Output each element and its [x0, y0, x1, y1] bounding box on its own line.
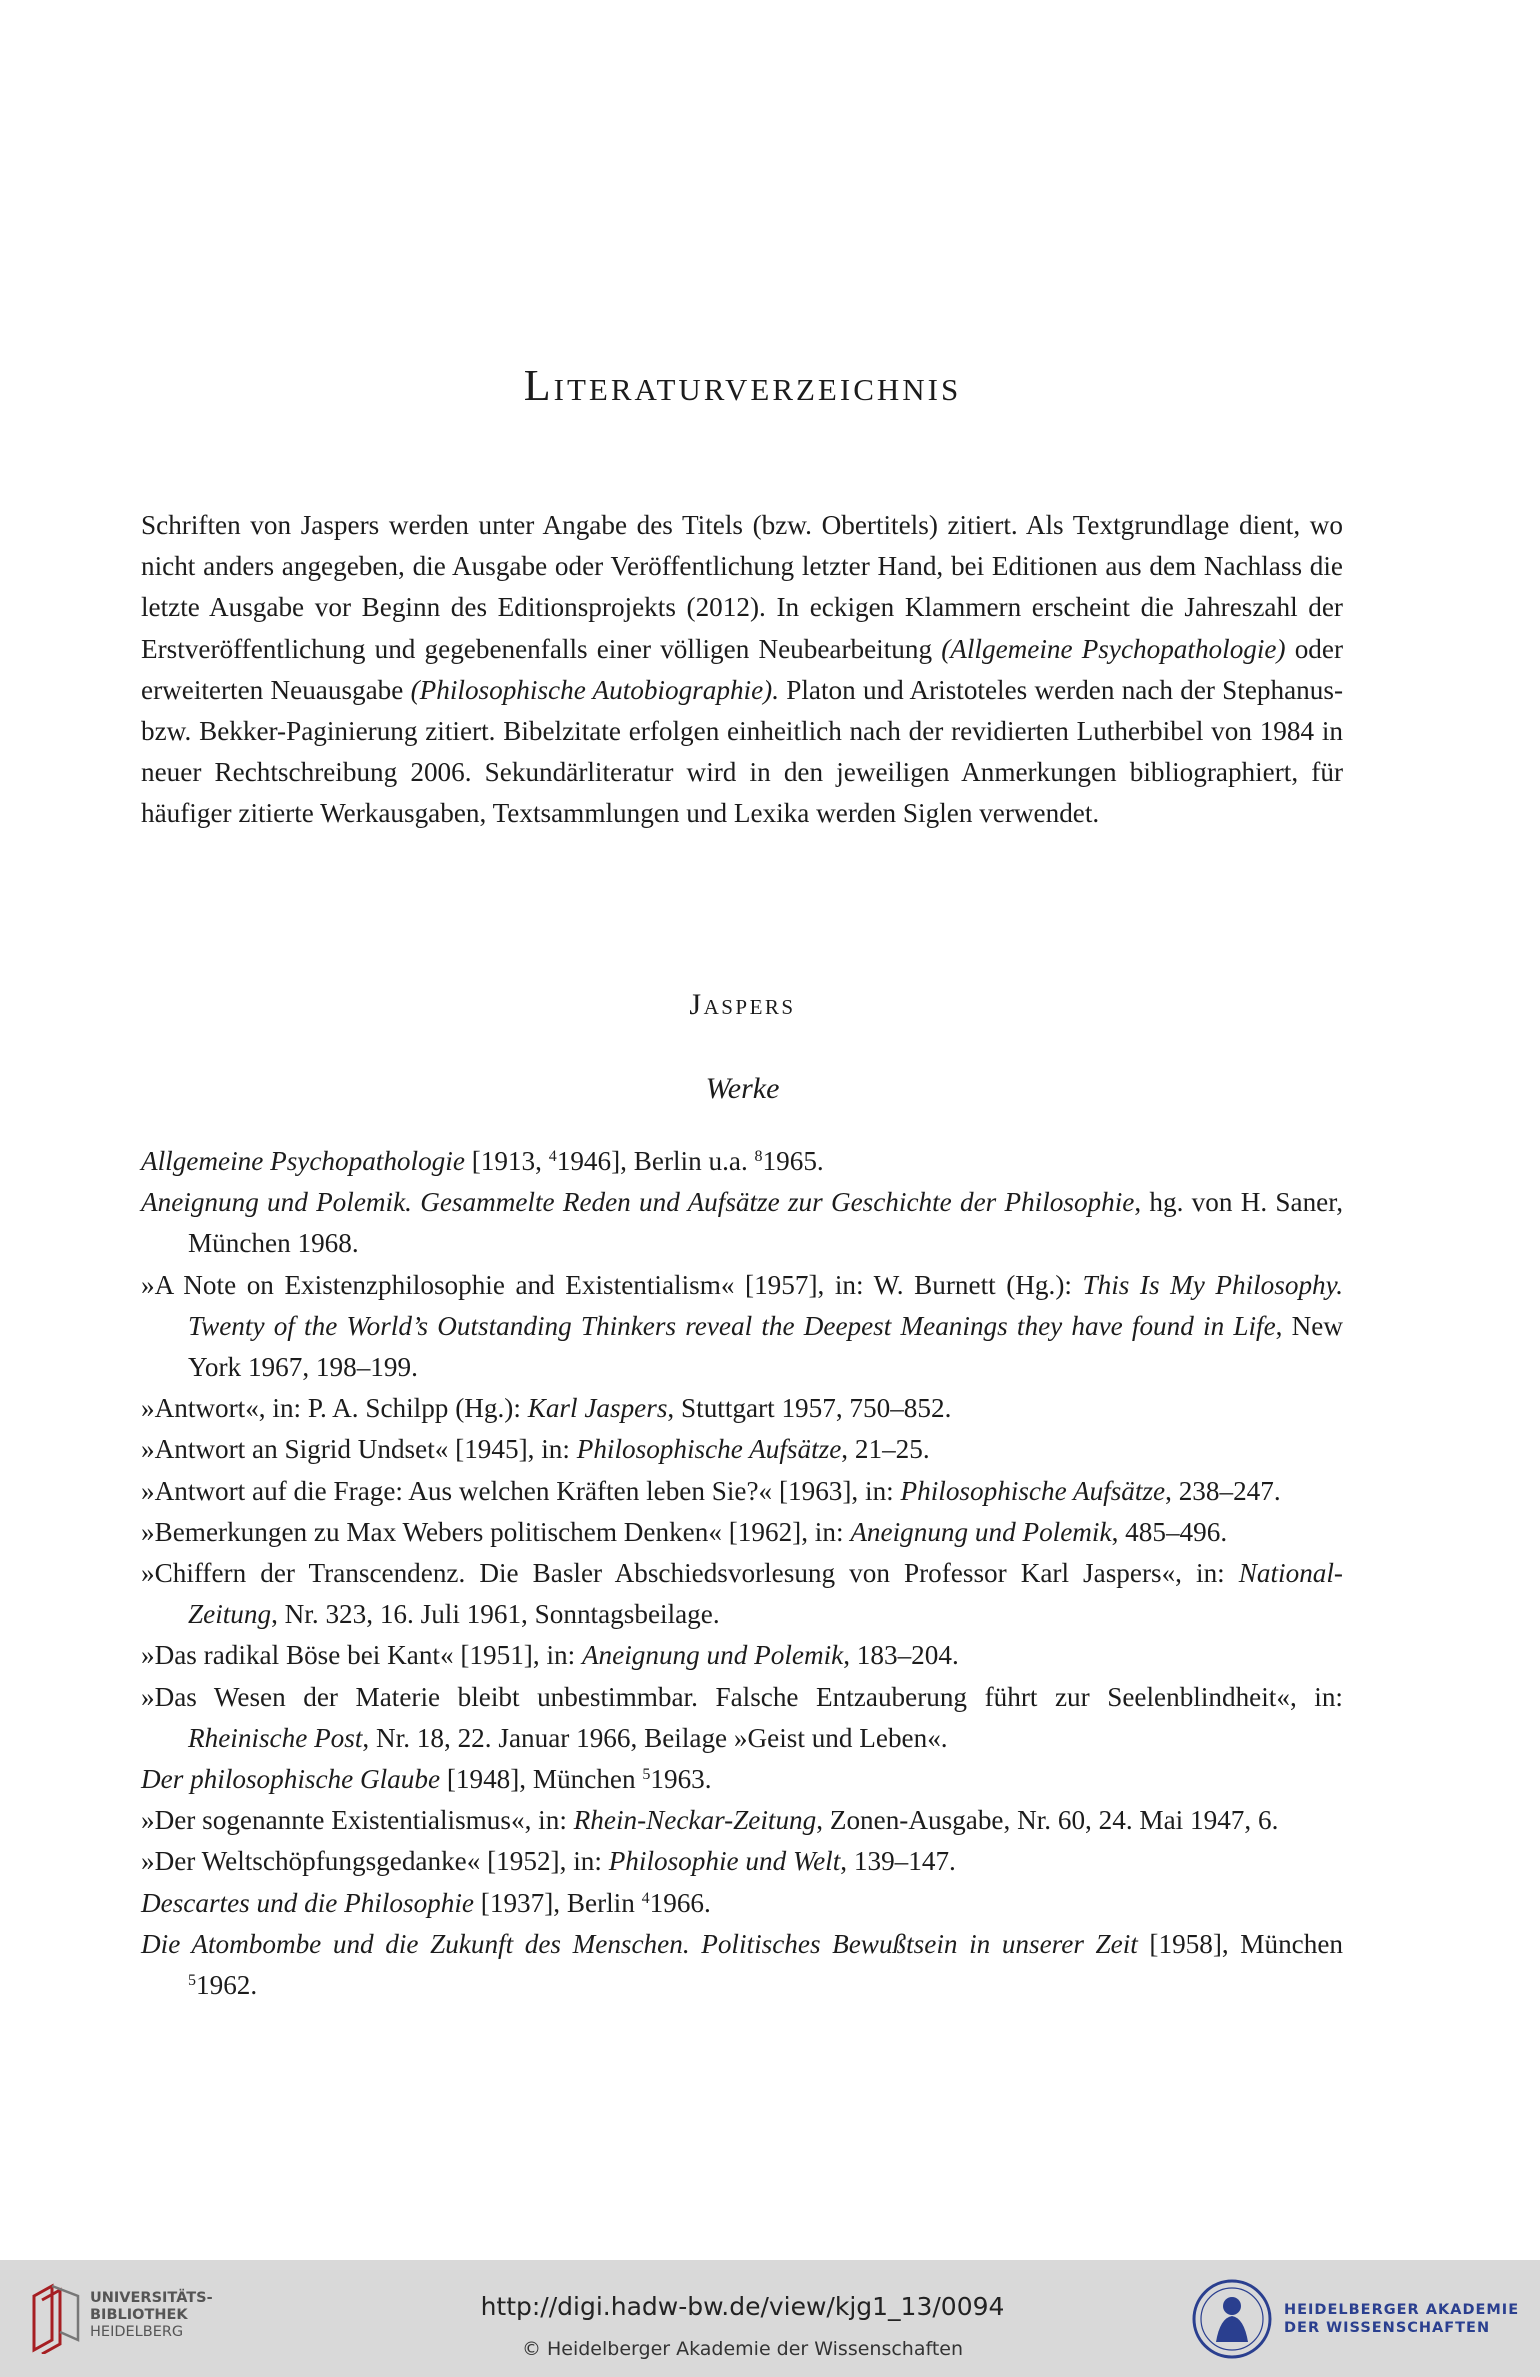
entry-text: »Der sogenannte Existentialismus«, in:: [141, 1805, 574, 1836]
edition-number: 4: [641, 1889, 650, 1907]
bibliography-entry: [141, 1429, 1343, 1470]
ub-logo-line: UNIVERSITÄTS-: [90, 2290, 213, 2306]
permalink-url[interactable]: http://digi.hadw-bw.de/view/kjg1_13/0094: [480, 2292, 1005, 2321]
entry-text: , Stuttgart 1957, 750–852.: [667, 1393, 952, 1424]
entry-text: , 139–147.: [840, 1846, 956, 1877]
ub-logo-line: BIBLIOTHEK: [90, 2307, 188, 2323]
bibliography-entry: [141, 1635, 1343, 1676]
bibliography-entry: [141, 1471, 1343, 1512]
entry-text: »A Note on Existenzphilosophie and Existentialism« [1957], in: W. Burnett (Hg.):: [141, 1269, 1083, 1300]
hadw-logo[interactable]: [1190, 2276, 1530, 2362]
entry-text: , hg. von H. Saner, München 1968.: [188, 1187, 1343, 1259]
bibliography-entry: [141, 1883, 1343, 1924]
entry-title: Descartes und die Philosophie: [141, 1887, 474, 1918]
page-title: Literaturverzeichnis: [523, 361, 962, 410]
bibliography-entry: [141, 1553, 1343, 1635]
entry-title: Rhein-Neckar-Zeitung: [573, 1805, 817, 1836]
bibliography-entry: [141, 1512, 1343, 1553]
entry-text: [1948], München: [440, 1764, 643, 1795]
entry-title: Philosophie und Welt: [608, 1846, 841, 1877]
viewer-footer: [0, 2260, 1540, 2377]
section-heading: Jaspers: [689, 988, 796, 1021]
bibliography-entry: [141, 1265, 1343, 1389]
entry-text: , New York 1967, 198–199.: [188, 1310, 1343, 1383]
intro-italic-2: (Philosophische Autobiographie).: [410, 674, 780, 705]
entry-text: [1913,: [464, 1146, 549, 1176]
bibliography-entry: [141, 1388, 1343, 1429]
hadw-logo-text: [1284, 2301, 1519, 2337]
edition-number: 4: [548, 1148, 557, 1165]
bibliography-entry: [141, 1924, 1343, 2006]
bibliography-list: [141, 1141, 1343, 2006]
edition-number: 8: [754, 1148, 763, 1165]
entry-text: »Das radikal Böse bei Kant« [1951], in:: [141, 1640, 582, 1671]
hadw-logo-line: DER WISSENSCHAFTEN: [1284, 2320, 1491, 2336]
ub-logo-line: HEIDELBERG: [90, 2324, 184, 2340]
entry-text: 1966.: [649, 1887, 711, 1918]
entry-text: , Zonen-Ausgabe, Nr. 60, 24. Mai 1947, 6.: [816, 1805, 1279, 1836]
entry-title: Rheinische Post: [188, 1722, 363, 1753]
edition-number: 5: [188, 1972, 196, 1990]
entry-text: 1965.: [762, 1146, 824, 1176]
bibliography-entry: [141, 1759, 1343, 1800]
entry-text: , 485–496.: [1111, 1516, 1228, 1547]
entry-title: National-Zeitung: [188, 1558, 1343, 1630]
entry-text: 1963.: [650, 1764, 712, 1795]
entry-title: Der philosophische Glaube: [141, 1764, 441, 1795]
bibliography-entry: [141, 1141, 1343, 1182]
academy-seal-icon: [1190, 2276, 1274, 2362]
subsection-heading: Werke: [705, 1072, 780, 1105]
intro-text-3: Platon und Aristoteles werden nach der Stephanus- bzw. Bekker-Paginierung zitiert. Bibelzitate erfolgen einheitlich nach der revidierten Lutherbibel von 1984 in neuer Rechtschreibung 2006. Sekundärliteratur wird in den jeweiligen Anmerkungen bibliographiert, für häufiger zitierte Werkausgaben, Textsammlungen und Lexika werden Siglen verwendet.: [141, 674, 1343, 829]
entry-text: , 183–204.: [843, 1640, 959, 1671]
entry-title: Allgemeine Psychopathologie: [141, 1146, 465, 1176]
bibliography-entry: [141, 1800, 1343, 1841]
entry-text: , Nr. 18, 22. Januar 1966, Beilage »Geist und Leben«.: [362, 1722, 948, 1753]
entry-title: Philosophische Aufsätze: [576, 1434, 842, 1465]
entry-text: [1937], Berlin: [474, 1887, 642, 1918]
entry-text: »Antwort«, in: P. A. Schilpp (Hg.):: [141, 1393, 528, 1424]
entry-text: »Das Wesen der Materie bleibt unbestimmbar. Falsche Entzauberung führt zur Seelenblindheit«, in:: [141, 1681, 1343, 1712]
entry-title: Aneignung und Polemik. Gesammelte Reden und Aufsätze zur Geschichte der Philosophie: [141, 1187, 1135, 1218]
intro-text-2: oder erweiterten Neuausgabe: [141, 633, 1344, 705]
entry-text: [1958], München: [1137, 1928, 1343, 1959]
entry-text: , 21–25.: [841, 1434, 930, 1465]
entry-title: Die Atombombe und die Zukunft des Menschen. Politisches Bewußtsein in unserer Zeit: [141, 1928, 1138, 1959]
entry-text: 1962.: [196, 1970, 258, 2001]
bibliography-entry: [141, 1182, 1343, 1264]
entry-title: Karl Jaspers: [527, 1393, 668, 1424]
edition-number: 5: [642, 1766, 651, 1784]
copyright-notice: © Heidelberger Akademie der Wissenschaften: [521, 2338, 964, 2360]
entry-text: , Nr. 323, 16. Juli 1961, Sonntagsbeilage.: [271, 1599, 720, 1630]
entry-title: Philosophische Aufsätze: [900, 1475, 1166, 1506]
bibliography-entry: [141, 1841, 1343, 1882]
entry-text: »Antwort an Sigrid Undset« [1945], in:: [141, 1434, 577, 1465]
entry-text: 1946], Berlin u.a.: [556, 1146, 755, 1176]
intro-paragraph: [141, 505, 1343, 835]
entry-text: »Antwort auf die Frage: Aus welchen Kräften leben Sie?« [1963], in:: [141, 1475, 901, 1506]
entry-text: »Chiffern der Transcendenz. Die Basler Abschiedsvorlesung von Professor Karl Jaspers«, in:: [141, 1558, 1239, 1589]
intro-text-1: Schriften von Jaspers werden unter Angabe des Titels (bzw. Obertitels) zitiert. Als Textgrundlage dient, wo nicht anders angegeben, die Ausgabe oder Veröffentlichung letzter Hand, bei Editionen aus dem Nachlass die letzte Ausgabe vor Beginn des Editionsprojekts (2012). In eckigen Klammern erscheint die Jahreszahl der Erstveröffentlichung und gegebenenfalls einer völligen Neubearbeitung: [141, 510, 1343, 664]
hadw-logo-line: HEIDELBERGER AKADEMIE: [1284, 2302, 1520, 2318]
entry-text: , 238–247.: [1165, 1475, 1281, 1506]
entry-title: This Is My Philosophy. Twenty of the World’s Outstanding Thinkers reveal the Deepest Meanings they have found in Life: [188, 1269, 1344, 1341]
entry-title: Aneignung und Polemik: [581, 1640, 844, 1671]
entry-text: »Der Weltschöpfungsgedanke« [1952], in:: [141, 1846, 609, 1877]
intro-italic-1: (Allgemeine Psychopathologie): [941, 633, 1286, 664]
entry-title: Aneignung und Polemik: [850, 1516, 1112, 1547]
bibliography-entry: [141, 1677, 1343, 1759]
entry-text: »Bemerkungen zu Max Webers politischem Denken« [1962], in:: [141, 1516, 851, 1547]
